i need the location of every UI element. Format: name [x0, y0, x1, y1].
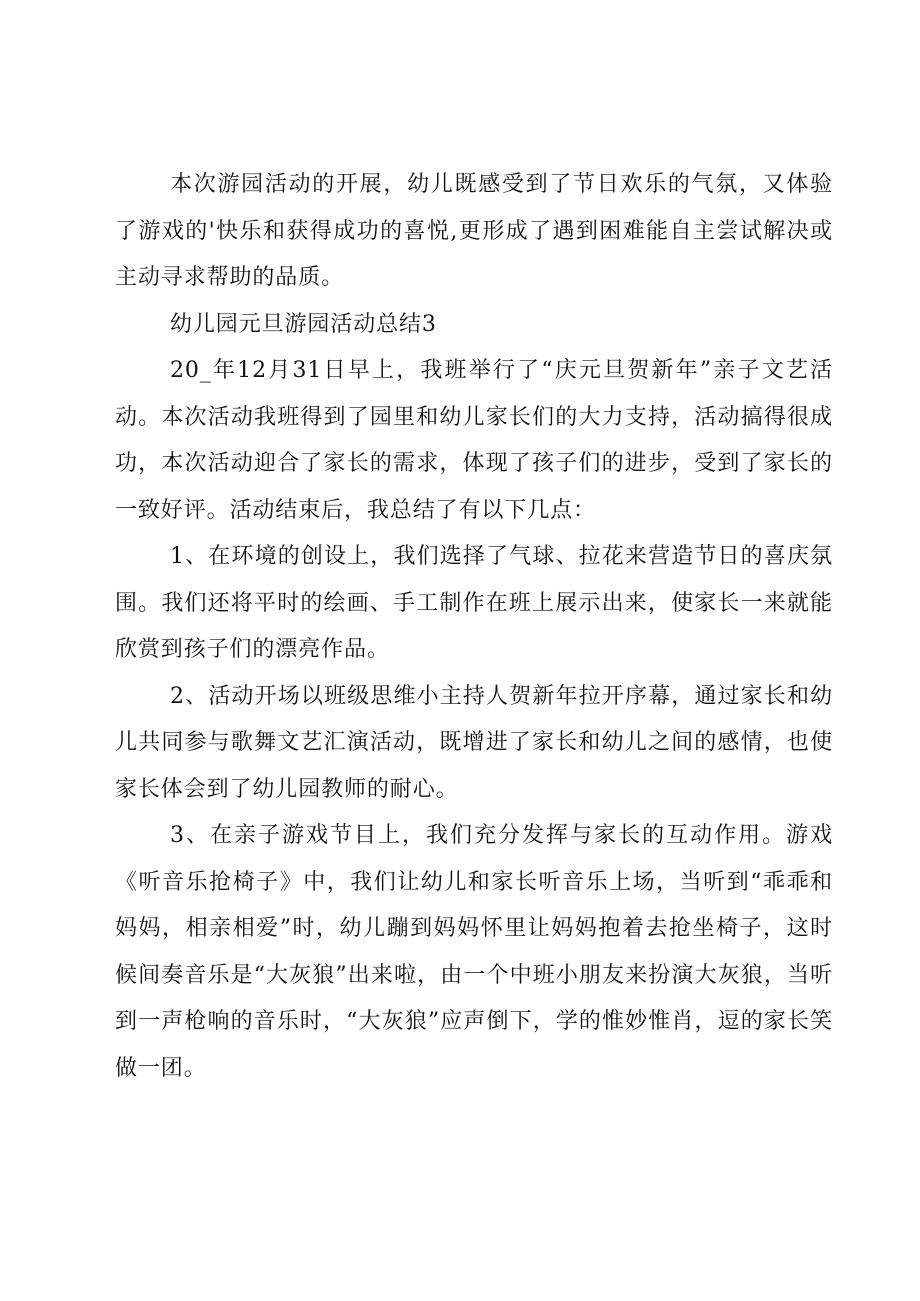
paragraph-event: 20_年12月31日早上，我班举行了“庆元旦贺新年”亲子文艺活动。本次活动我班得到了园里和幼儿家长们的大力支持，活动搞得很成功，本次活动迎合了家长的需求，体现了孩子们的进步，受到了家长的一致好评。活动结束后，我总结了有以下几点：: [115, 358, 833, 523]
paragraph-intro: 本次游园活动的开展，幼儿既感受到了节日欢乐的气氛，又体验了游戏的'快乐和获得成功的喜悦,更形成了遇到困难能自主尝试解决或主动寻求帮助的品质。: [115, 172, 833, 290]
section-heading: 幼儿园元旦游园活动总结3: [170, 311, 437, 337]
paragraph-point-3: 3、在亲子游戏节目上，我们充分发挥与家长的互动作用。游戏《听音乐抢椅子》中，我们让幼儿和家长听音乐上场，当听到“乖乖和妈妈，相亲相爱”时，幼儿蹦到妈妈怀里让妈妈抱着去抢坐椅子，这时候间奏音乐是“大灰狼”出来啦，由一个中班小朋友来扮演大灰狼，当听到一声枪响的音乐时，“大灰狼”应声倒下，学的惟妙惟肖，逗的家长笑做一团。: [115, 823, 833, 1081]
document-body: [115, 162, 833, 1092]
paragraph-point-2: 2、活动开场以班级思维小主持人贺新年拉开序幕，通过家长和幼儿共同参与歌舞文艺汇演活动，既增进了家长和幼儿之间的感情，也使家长体会到了幼儿园教师的耐心。: [115, 683, 833, 802]
paragraph-point-1: 1、在环境的创设上，我们选择了气球、拉花来营造节日的喜庆氛围。我们还将平时的绘画、手工制作在班上展示出来，使家长一来就能欣赏到孩子们的漂亮作品。: [115, 544, 833, 662]
